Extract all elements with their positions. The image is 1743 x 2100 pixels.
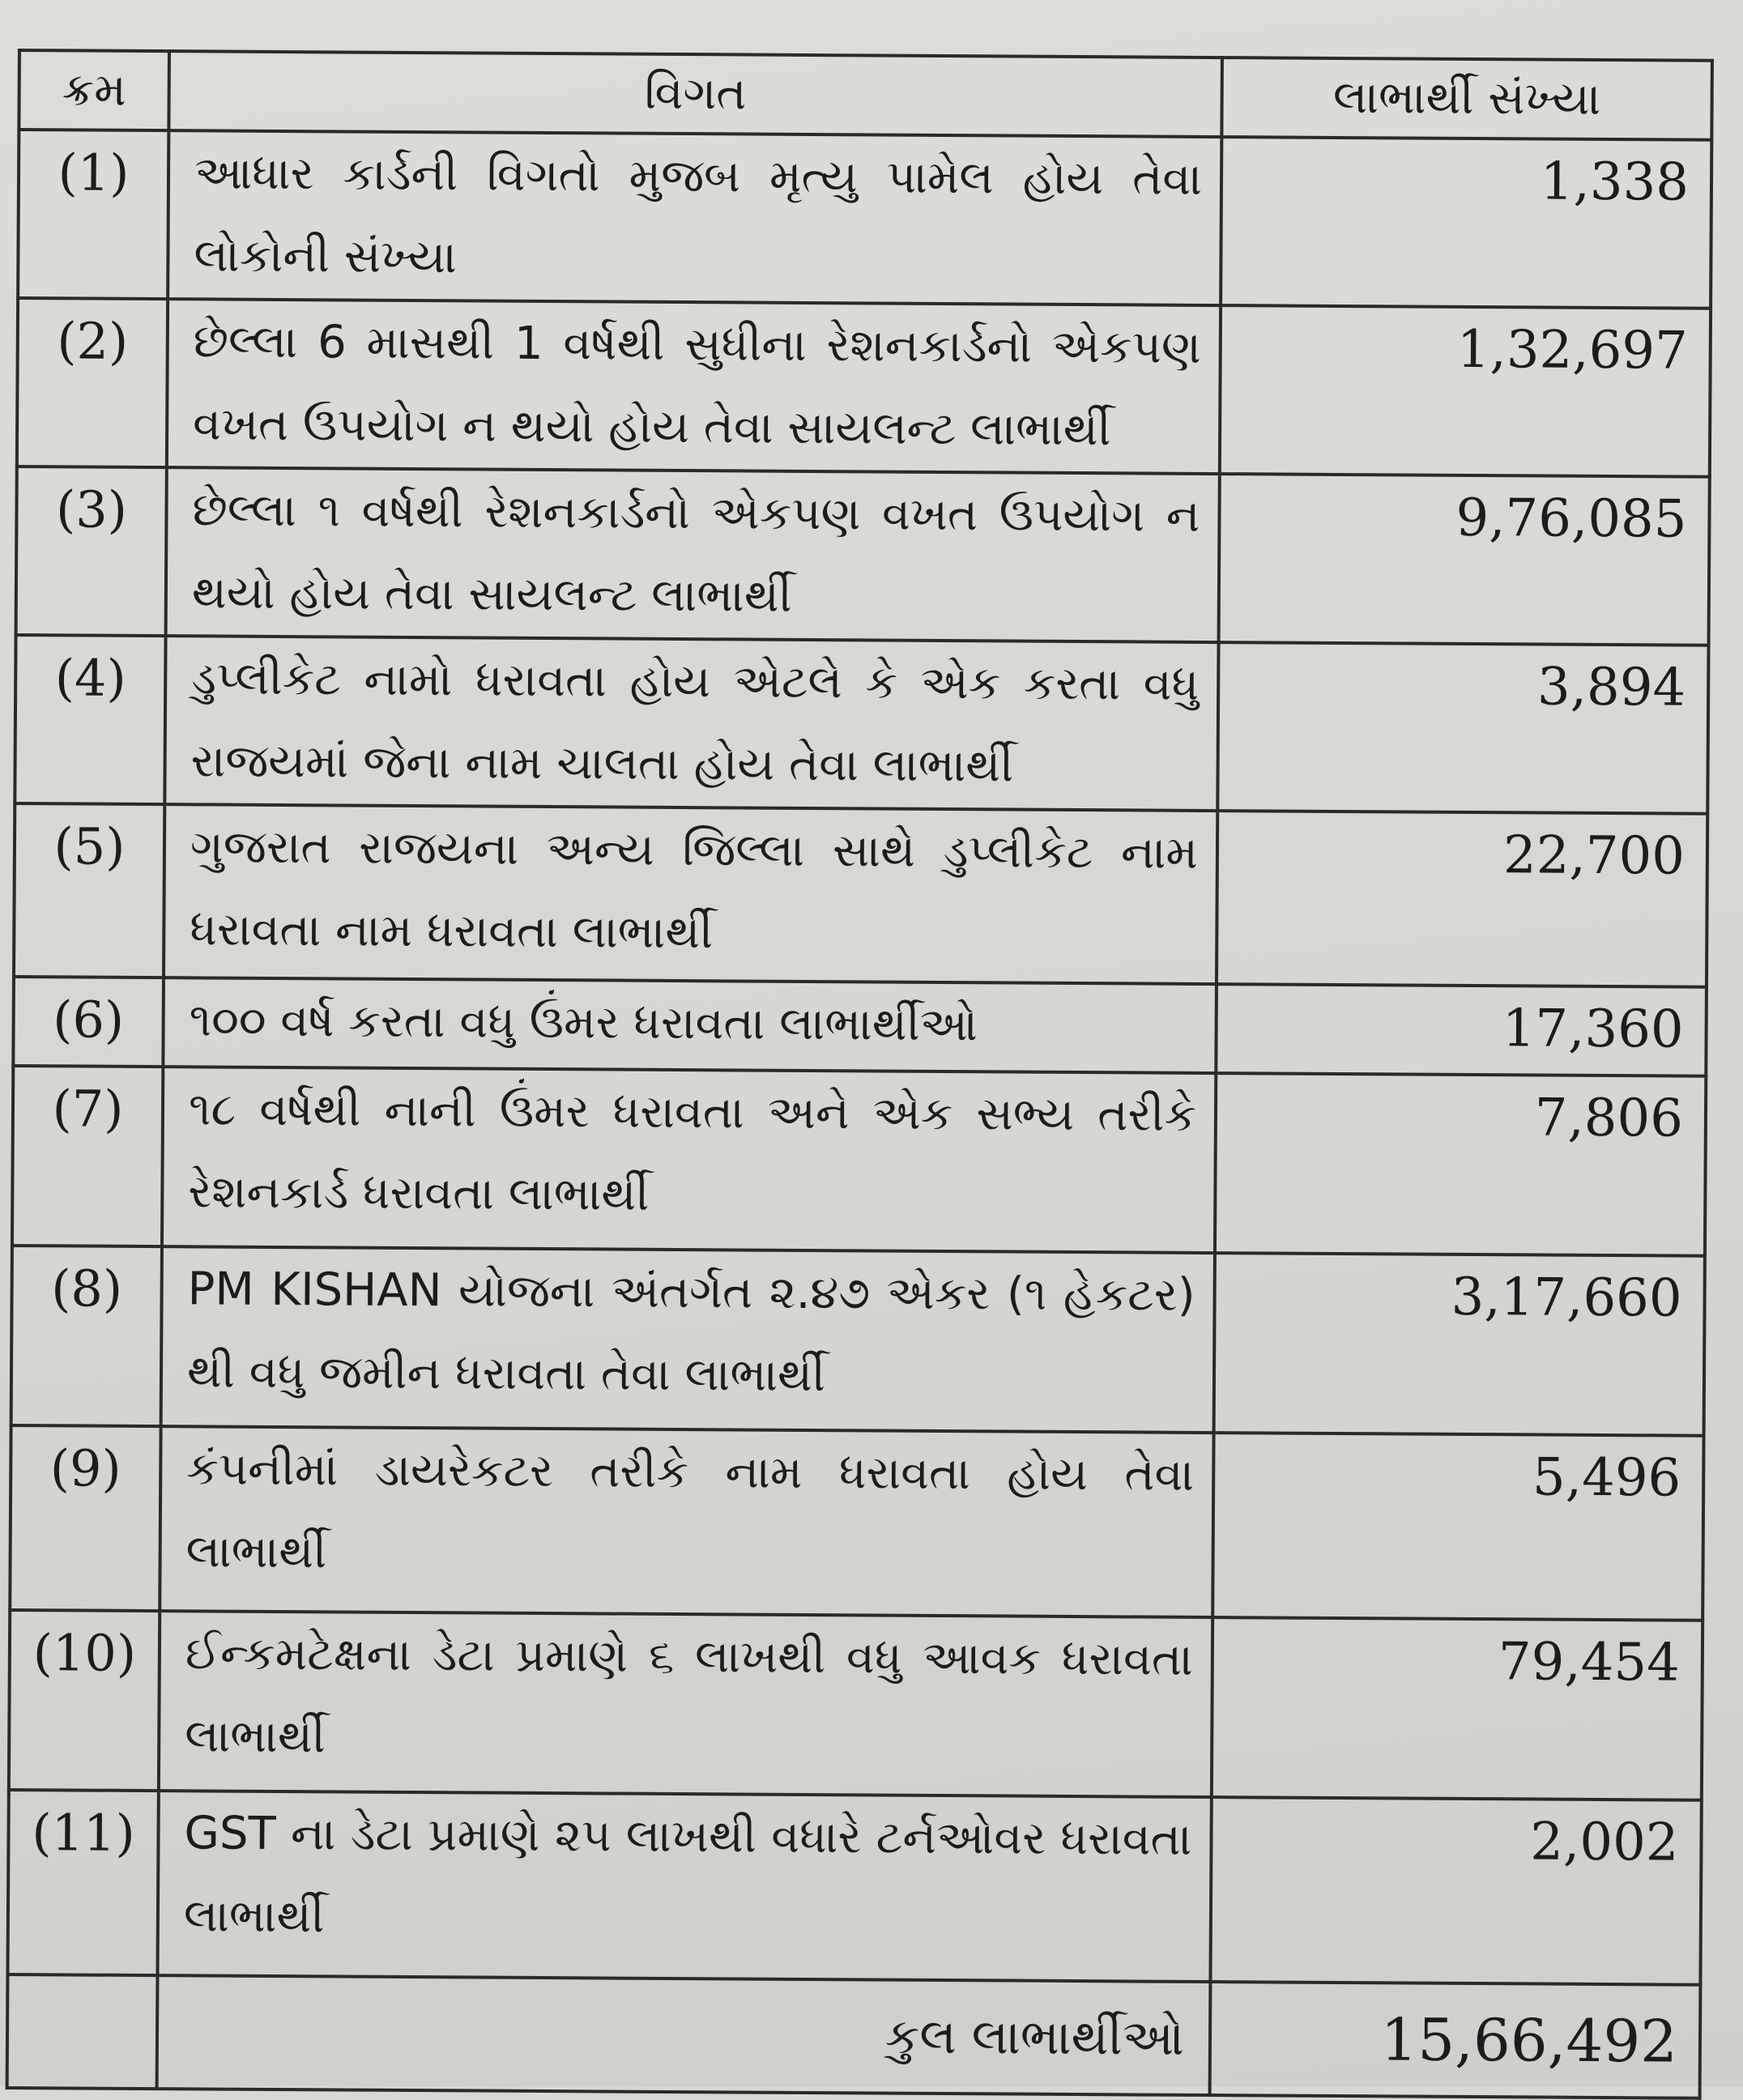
header-detail: વિગત: [168, 51, 1222, 137]
row-serial: (6): [13, 977, 164, 1067]
header-count: લાભાર્થી સંખ્યા: [1221, 58, 1712, 140]
row-count: 1,32,697: [1220, 305, 1711, 477]
table-row: [13, 977, 1707, 1076]
row-detail: આધાર કાર્ડની વિગતો મુજબ મૃત્યુ પામેલ હોય તેવા લોકોની સંખ્યા: [168, 130, 1221, 305]
document-sheet: [18, 49, 1711, 2076]
row-detail: છેલ્લા 6 માસથી 1 વર્ષથી સુધીના રેશનકાર્ડનો એકપણ વખત ઉપયોગ ન થયો હોય તેવા સાયલન્ટ લાભાર્થી: [167, 299, 1221, 474]
row-count: 7,806: [1215, 1073, 1706, 1256]
row-count: 3,17,660: [1214, 1253, 1705, 1436]
table-row: [15, 635, 1708, 814]
row-serial: (10): [9, 1610, 160, 1791]
row-count: 3,894: [1217, 642, 1708, 814]
row-count: 1,338: [1221, 137, 1711, 309]
row-count: 79,454: [1212, 1617, 1703, 1800]
row-count: 5,496: [1212, 1433, 1703, 1621]
total-empty-cell: [7, 1974, 158, 2089]
table-row: [14, 803, 1707, 987]
row-detail: ડુપ્લીકેટ નામો ધરાવતા હોય એટલે કે એક કરતા વધુ રાજયમાં જેના નામ ચાલતા હોય તેવા લાભાર્થી: [164, 636, 1218, 811]
total-label: કુલ લાભાર્થીઓ: [157, 1975, 1211, 2095]
table-row: [7, 1790, 1701, 1985]
total-count: 15,66,492: [1210, 1982, 1701, 2098]
row-count: 2,002: [1210, 1797, 1701, 1985]
row-count: 22,700: [1217, 811, 1707, 987]
row-count: 17,360: [1216, 984, 1707, 1076]
table-row: [18, 130, 1711, 309]
row-serial: (3): [16, 466, 167, 636]
header-row: [19, 50, 1712, 140]
row-detail: ૧૦૦ વર્ષ કરતા વધુ ઉંમર ધરાવતા લાભાર્થીઓ: [163, 978, 1217, 1073]
row-serial: (8): [11, 1246, 162, 1426]
row-detail: છેલ્લા ૧ વર્ષથી રેશનકાર્ડનો એકપણ વખત ઉપયોગ ન થયો હોય તેવા સાયલન્ટ લાભાર્થી: [166, 467, 1220, 642]
row-detail: કંપનીમાં ડાયરેકટર તરીકે નામ ધરાવતા હોય તેવા લાભાર્થી: [160, 1426, 1213, 1617]
row-detail: ઈન્કમટેક્ષના ડેટા પ્રમાણે ૬ લાખથી વધુ આવક ધરાવતા લાભાર્થી: [159, 1611, 1212, 1797]
table-row: [10, 1425, 1703, 1621]
row-serial: (11): [7, 1790, 158, 1975]
row-serial: (5): [14, 803, 164, 978]
row-serial: (7): [12, 1066, 163, 1246]
row-serial: (1): [18, 130, 168, 299]
total-row: [7, 1974, 1701, 2098]
row-detail: GST ના ડેટા પ્રમાણે ૨૫ લાખથી વધારે ટર્નઓવર ધરાવતા લાભાર્થી: [157, 1791, 1211, 1982]
table-row: [16, 466, 1710, 645]
row-serial: (9): [10, 1425, 160, 1611]
row-serial: (2): [17, 298, 168, 467]
row-count: 9,76,085: [1219, 474, 1710, 645]
row-detail: PM KISHAN યોજના અંતર્ગત ૨.૪૭ એકર (૧ હેકટર) થી વધુ જમીન ધરાવતા તેવા લાભાર્થી: [161, 1246, 1215, 1433]
table-row: [11, 1246, 1705, 1436]
beneficiary-table: [6, 49, 1714, 2100]
table-row: [9, 1610, 1703, 1800]
table-row: [17, 298, 1711, 477]
row-detail: ૧૮ વર્ષથી નાની ઉંમર ધરાવતા અને એક સભ્ય તરીકે રેશનકાર્ડ ધરાવતા લાભાર્થી: [162, 1067, 1216, 1253]
table-row: [12, 1066, 1706, 1256]
row-serial: (4): [15, 635, 165, 804]
header-serial: ક્રમ: [19, 50, 169, 130]
row-detail: ગુજરાત રાજયના અન્ય જિલ્લા સાથે ડુપ્લીકેટ નામ ધરાવતા નામ ધરાવતા લાભાર્થી: [164, 804, 1217, 984]
